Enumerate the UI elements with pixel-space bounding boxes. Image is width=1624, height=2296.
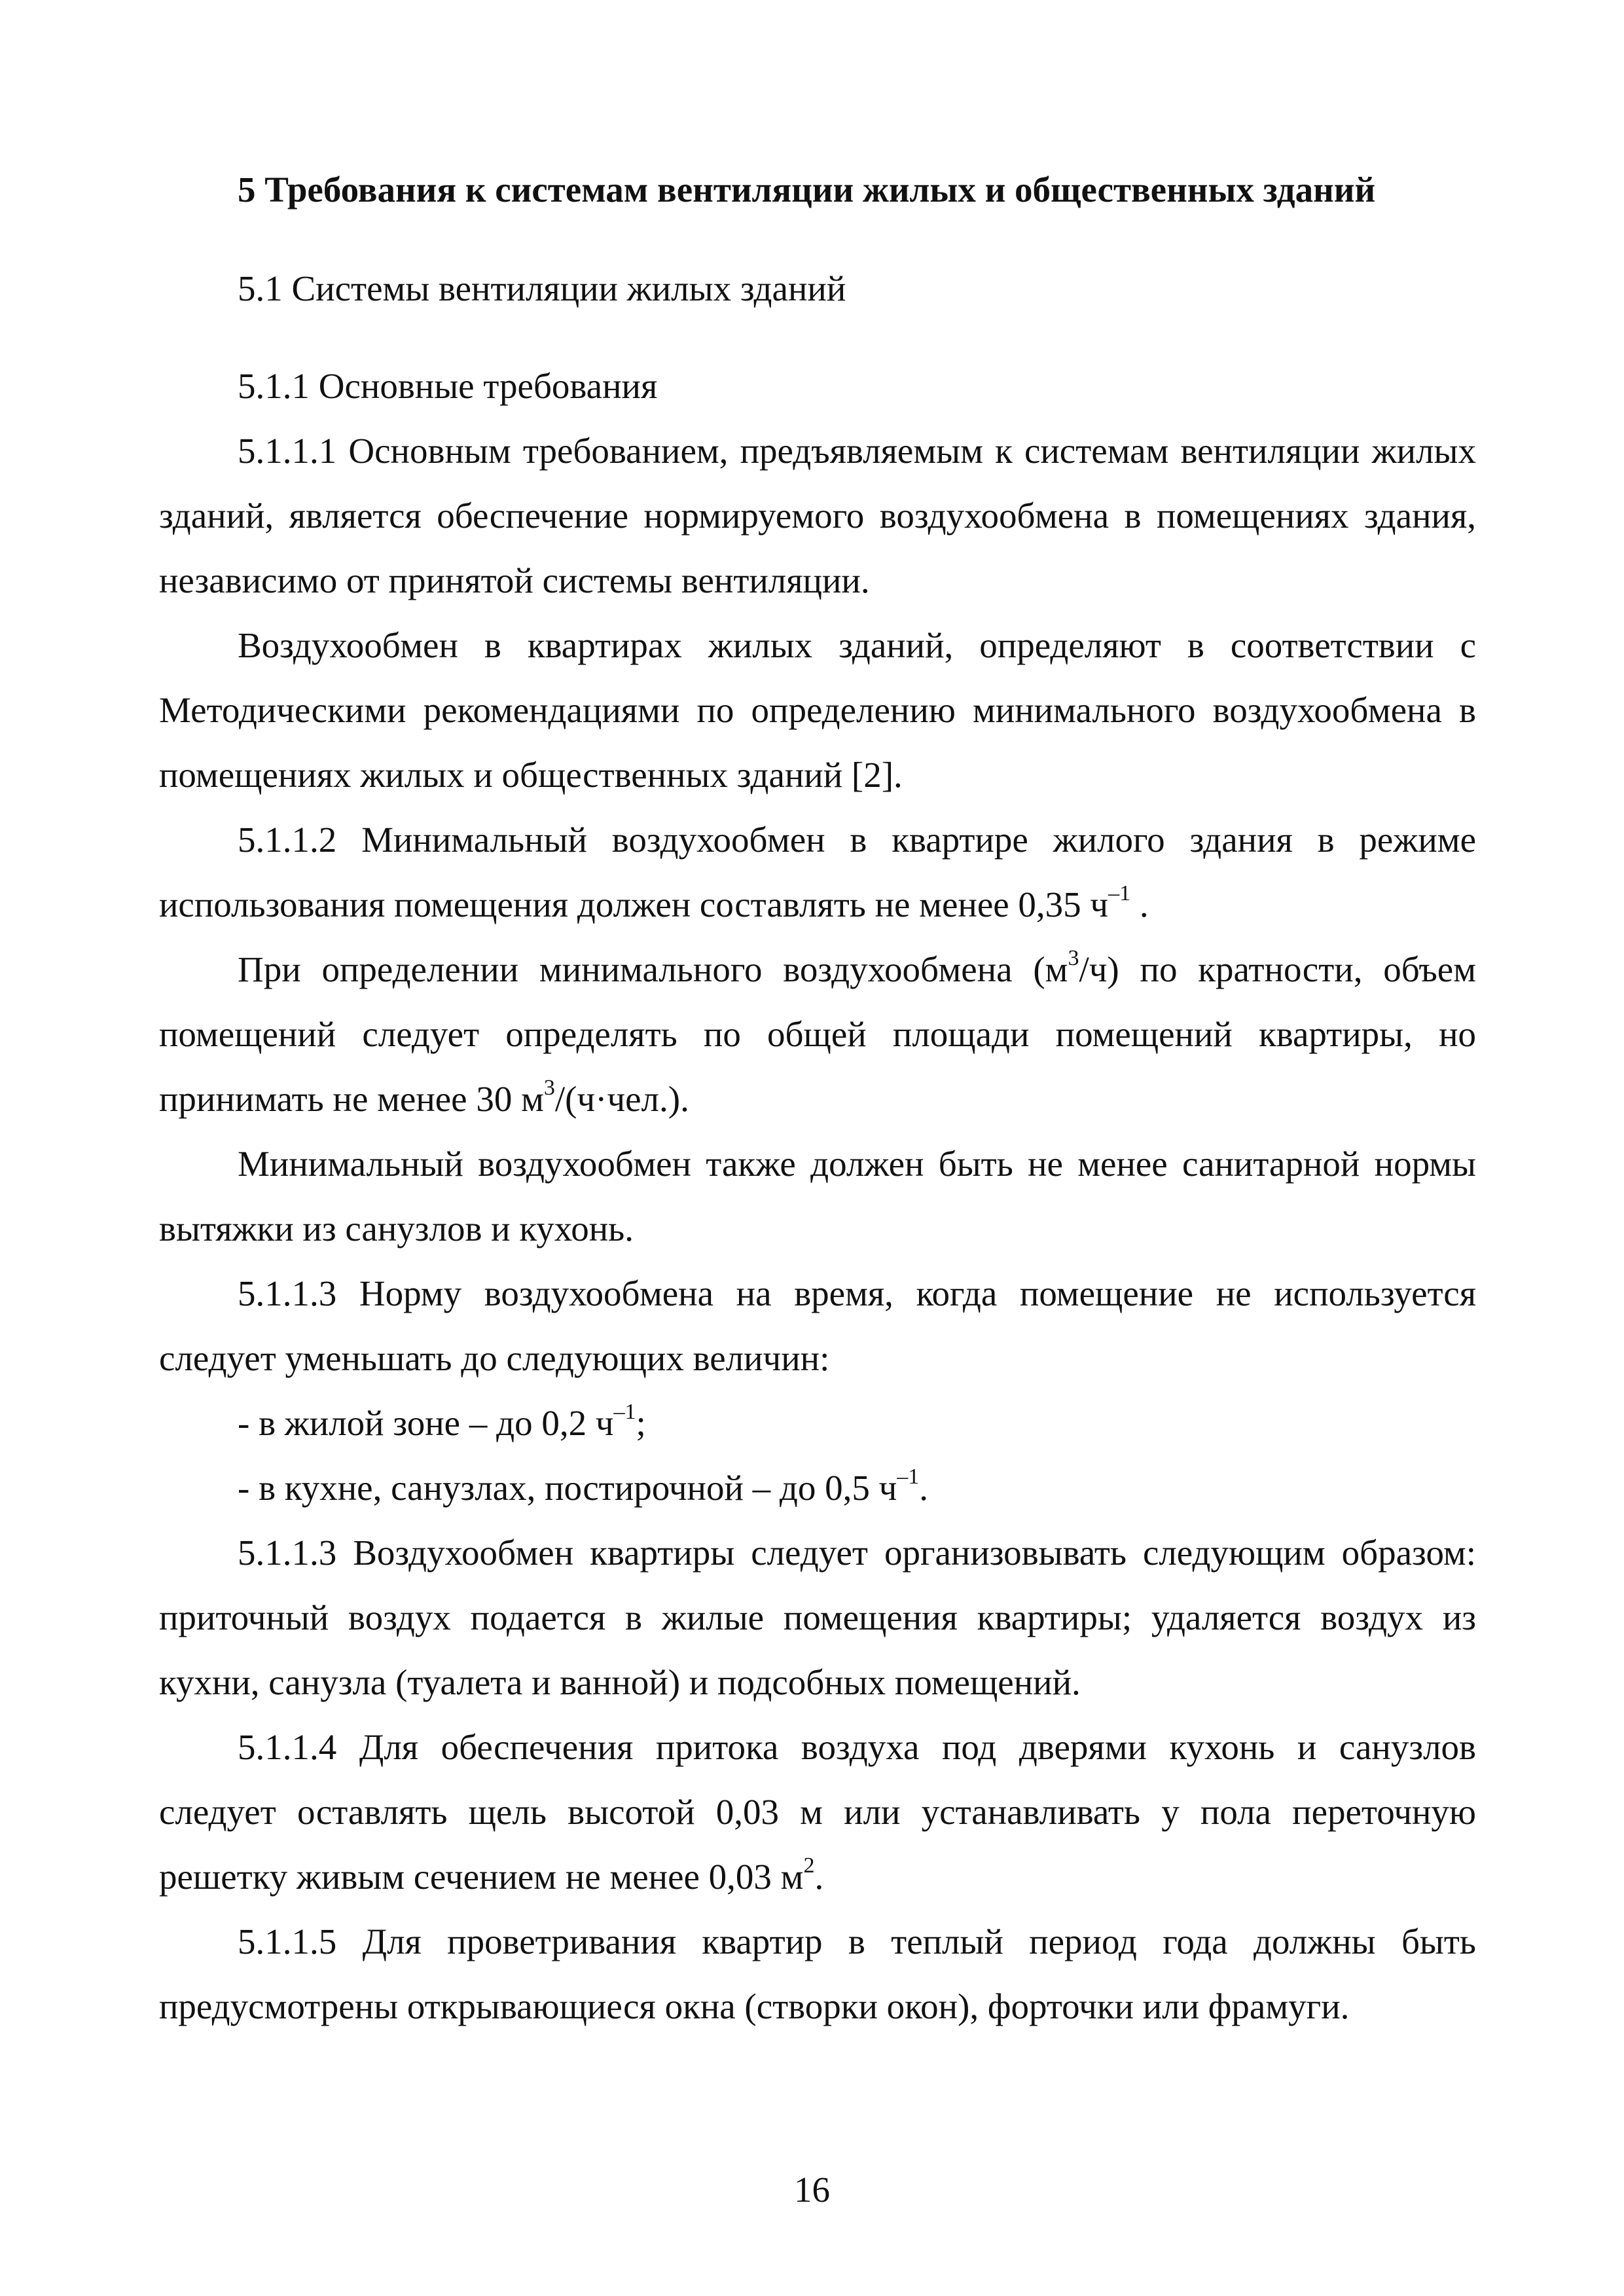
superscript-minus-one: –1 xyxy=(613,1399,636,1424)
superscript-minus-one: –1 xyxy=(897,1464,920,1489)
superscript-minus-one: –1 xyxy=(1108,881,1131,905)
superscript-cubic-a: 3 xyxy=(1068,945,1079,970)
paragraph-5-1-1-4-tail: . xyxy=(814,1857,824,1897)
paragraph-air-exchange-methodology: Воздухообмен в квартирах жилых зданий, определяют в соответствии с Методическими рекомендациями по определению минимального воздухообмена в помещениях жилых и общественных зданий [2]. xyxy=(159,625,1476,795)
paragraph-volume-definition xyxy=(159,937,1476,1131)
paragraph-sanitary-norm: Минимальный воздухообмен также должен быть не менее санитарной нормы вытяжки из санузлов и кухонь. xyxy=(159,1144,1476,1248)
paragraph-volume-text-a: При определении минимального воздухообмена (м xyxy=(238,949,1068,989)
page-number: 16 xyxy=(794,2170,830,2210)
section-heading: 5 Требования к системам вентиляции жилых и общественных зданий xyxy=(238,170,1376,210)
subsection-heading: 5.1 Системы вентиляции жилых зданий xyxy=(238,268,846,308)
superscript-square: 2 xyxy=(803,1853,815,1878)
paragraph-5-1-1-5: 5.1.1.5 Для проветривания квартир в теплый период года должны быть предусмотрены открывающиеся окна (створки окон), форточки или фрамуги. xyxy=(159,1922,1476,2026)
list-item-living-zone-tail: ; xyxy=(636,1403,646,1443)
paragraph-5-1-1-2 xyxy=(159,807,1476,937)
list-item-living-zone-text: - в жилой зоне – до 0,2 ч xyxy=(238,1403,614,1443)
list-item-kitchen-tail: . xyxy=(919,1468,929,1508)
paragraph-volume-text-b: /ч) по кратности, объем помещений следует определять по общей площади помещений квартиры, но принимать не менее 30 м xyxy=(159,949,1477,1119)
list-item-kitchen xyxy=(159,1455,1476,1520)
paragraph-5-1-1-2-text: 5.1.1.2 Минимальный воздухообмен в квартире жилого здания в режиме использования помещения должен составлять не менее 0,35 ч xyxy=(159,820,1476,924)
list-item-living-zone xyxy=(159,1391,1476,1455)
subsubsection-heading: 5.1.1 Основные требования xyxy=(238,366,658,406)
paragraph-5-1-1-4 xyxy=(159,1715,1476,1909)
paragraph-5-1-1-1: 5.1.1.1 Основным требованием, предъявляемым к системам вентиляции жилых зданий, является обеспечение нормируемого воздухообмена в помещениях здания, независимо от принятой системы вентиляции. xyxy=(159,431,1476,600)
paragraph-5-1-1-2-tail: . xyxy=(1130,884,1149,924)
list-item-kitchen-text: - в кухне, санузлах, постирочной – до 0,5 ч xyxy=(238,1468,897,1508)
page-content xyxy=(159,157,1476,2039)
superscript-cubic-b: 3 xyxy=(543,1075,555,1100)
paragraph-volume-text-c: /(ч·чел.). xyxy=(554,1079,689,1119)
paragraph-5-1-1-3-reduction: 5.1.1.3 Норму воздухообмена на время, когда помещение не используется следует уменьшать до следующих величин: xyxy=(159,1273,1476,1378)
paragraph-5-1-1-3-organization: 5.1.1.3 Воздухообмен квартиры следует организовывать следующим образом: приточный воздух подается в жилые помещения квартиры; удаляется воздух из кухни, санузла (туалета и ванной) и подсобных помещений. xyxy=(159,1533,1476,1702)
paragraph-5-1-1-4-text: 5.1.1.4 Для обеспечения притока воздуха под дверями кухонь и санузлов следует оставлять щель высотой 0,03 м или устанавливать у пола переточную решетку живым сечением не менее 0,03 м xyxy=(159,1727,1476,1897)
